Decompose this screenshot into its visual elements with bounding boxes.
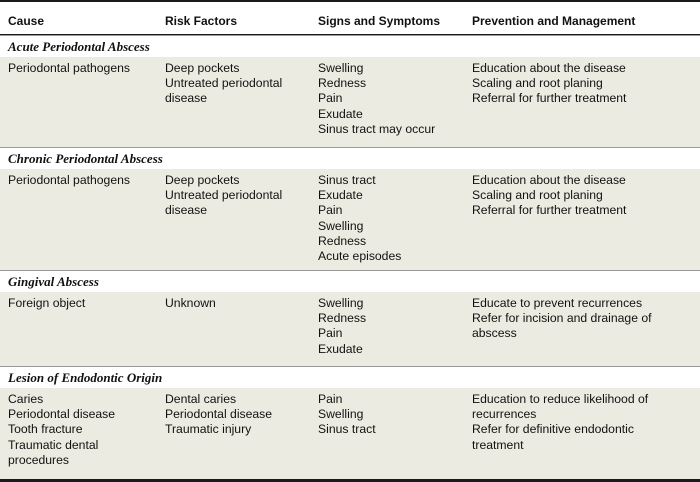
cell-line: Redness <box>318 311 367 326</box>
signs-symptoms-cell <box>318 296 366 357</box>
cell-line: Deep pockets <box>165 173 240 187</box>
cell-line: Exudate <box>318 188 363 203</box>
cell-line: Pain <box>318 392 343 406</box>
section-title-row <box>0 270 700 292</box>
cause-cell <box>8 296 85 311</box>
cell-line: Refer for definitive endodontic <box>472 422 634 437</box>
section-body-row <box>0 292 700 366</box>
risk-factors-cell <box>165 296 216 311</box>
cell-line: Refer for incision and drainage of <box>472 311 652 326</box>
cell-line: Deep pockets <box>165 61 240 75</box>
cell-line: Periodontal disease <box>8 407 116 422</box>
cell-line: disease <box>165 203 208 218</box>
cell-line: Exudate <box>318 341 363 356</box>
cell-line: Pain <box>318 326 343 341</box>
cell-line: Pain <box>318 203 343 218</box>
prevention-management-cell <box>472 392 648 453</box>
cell-line: procedures <box>8 452 69 467</box>
table-header-row <box>0 2 700 35</box>
header-prevention-management: Prevention and Management <box>472 14 636 28</box>
cell-line: Scaling and root planing <box>472 76 603 91</box>
section-title-row <box>0 147 700 169</box>
cell-line: Scaling and root planing <box>472 188 603 203</box>
cell-line: Exudate <box>318 106 363 121</box>
cell-line: Referral for further treatment <box>472 203 627 218</box>
cell-line: Education about the disease <box>472 61 626 75</box>
header-cause: Cause <box>8 14 45 28</box>
header-signs-symptoms: Signs and Symptoms <box>318 14 441 28</box>
cell-line: Periodontal pathogens <box>8 61 130 75</box>
cell-line: Unknown <box>165 296 216 310</box>
section-body-row <box>0 388 700 479</box>
cell-line: treatment <box>472 437 524 452</box>
cell-line: Tooth fracture <box>8 422 83 437</box>
section-title: Gingival Abscess <box>8 274 99 289</box>
cell-line: Untreated periodontal <box>165 188 283 203</box>
cell-line: Sinus tract may occur <box>318 121 436 136</box>
cell-line: Untreated periodontal <box>165 76 283 91</box>
section-title: Lesion of Endodontic Origin <box>8 370 163 385</box>
prevention-management-cell <box>472 61 626 107</box>
signs-symptoms-cell <box>318 61 435 137</box>
header-risk-factors: Risk Factors <box>165 14 238 28</box>
cell-line: Swelling <box>318 407 364 422</box>
cell-line: Sinus tract <box>318 422 376 437</box>
cell-line: Redness <box>318 76 367 91</box>
cell-line: Redness <box>318 233 367 248</box>
cell-line: Sinus tract <box>318 173 376 187</box>
cell-line: Traumatic injury <box>165 422 252 437</box>
cell-line: Traumatic dental <box>8 437 99 452</box>
cause-cell <box>8 173 130 188</box>
cell-line: disease <box>165 91 208 106</box>
risk-factors-cell <box>165 61 282 107</box>
cell-line: Swelling <box>318 218 364 233</box>
prevention-management-cell <box>472 173 626 219</box>
cell-line: Educate to prevent recurrences <box>472 296 643 310</box>
cell-line: Referral for further treatment <box>472 91 627 106</box>
cell-line: Foreign object <box>8 296 86 310</box>
risk-factors-cell <box>165 392 272 438</box>
cell-line: Caries <box>8 392 44 406</box>
cell-line: Education to reduce likelihood of <box>472 392 649 406</box>
signs-symptoms-cell <box>318 173 401 264</box>
cell-line: Acute episodes <box>318 249 402 264</box>
cell-line: Periodontal disease <box>165 407 273 422</box>
prevention-management-cell <box>472 296 652 342</box>
section-title: Acute Periodontal Abscess <box>8 39 150 54</box>
cell-line: Periodontal pathogens <box>8 173 130 187</box>
cell-line: Dental caries <box>165 392 237 406</box>
cell-line: Swelling <box>318 296 364 310</box>
cell-line: recurrences <box>472 407 537 422</box>
section-title-row <box>0 366 700 388</box>
cause-cell <box>8 392 115 468</box>
cell-line: Pain <box>318 91 343 106</box>
cell-line: Swelling <box>318 61 364 75</box>
cause-cell <box>8 61 130 76</box>
risk-factors-cell <box>165 173 282 219</box>
cell-line: abscess <box>472 326 517 341</box>
cell-line: Education about the disease <box>472 173 626 187</box>
section-title: Chronic Periodontal Abscess <box>8 151 163 166</box>
section-body-row <box>0 169 700 270</box>
section-title-row <box>0 35 700 57</box>
section-body-row <box>0 57 700 147</box>
signs-symptoms-cell <box>318 392 376 438</box>
